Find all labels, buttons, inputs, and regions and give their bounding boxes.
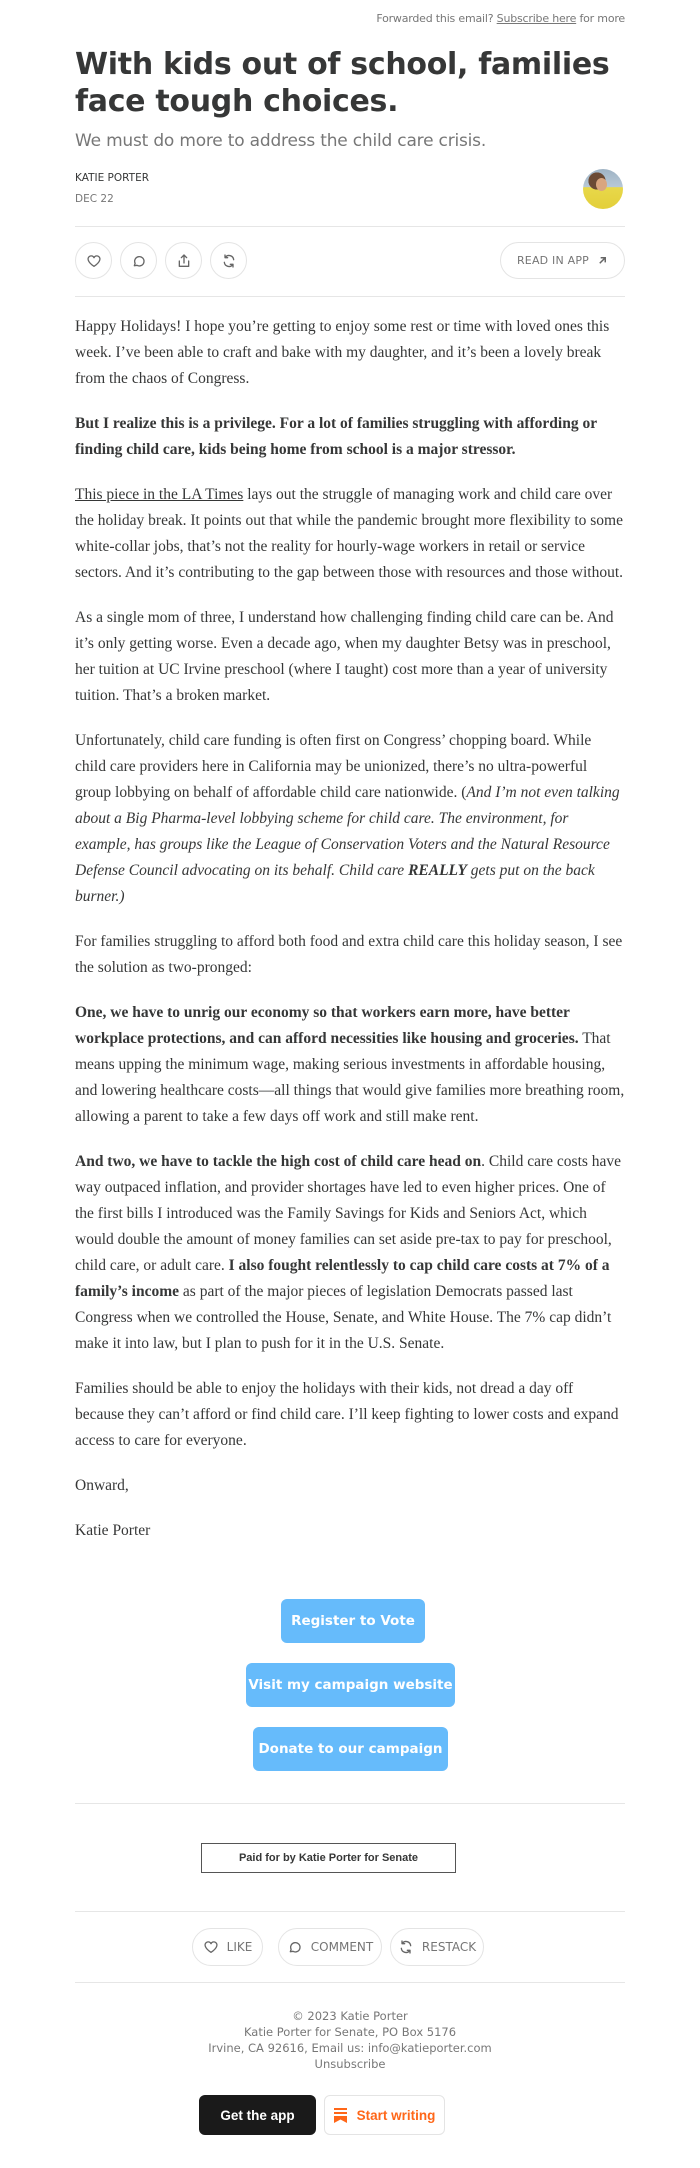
register-to-vote-button[interactable]: Register to Vote xyxy=(281,1599,425,1643)
read-in-app-button[interactable] xyxy=(500,242,625,279)
paragraph-text: That means upping the minimum wage, making serious investments in affordable housing, and lowering healthcare costs—all things that would give families more breathing room, allowing a parent to take a few days off work and still make rent. xyxy=(75,1030,625,1125)
divider xyxy=(75,1911,625,1912)
bold-text: I also fought relentlessly to cap child care costs at 7% of a family’s income xyxy=(75,1257,610,1300)
paid-for-disclaimer: Paid for by Katie Porter for Senate xyxy=(201,1843,456,1873)
bold-italic-text: REALLY xyxy=(408,862,467,879)
copyright: © 2023 Katie Porter xyxy=(292,2009,408,2023)
comment-label: COMMENT xyxy=(310,1940,374,1954)
start-writing-button[interactable] xyxy=(324,2095,445,2135)
restack-button[interactable] xyxy=(210,242,247,279)
divider xyxy=(75,1803,625,1804)
author-avatar[interactable] xyxy=(583,169,623,209)
start-writing-label: Start writing xyxy=(356,2107,436,2123)
bold-text: And two, we have to tackle the high cost of child care head on xyxy=(75,1153,482,1170)
post-body xyxy=(75,314,625,1563)
post-subtitle: We must do more to address the child care crisis. xyxy=(75,131,487,151)
paragraph xyxy=(75,1000,625,1130)
paragraph: Happy Holidays! I hope you’re getting to enjoy some rest or time with loved ones this week. I’ve been able to craft and bake with my daughter, and it’s been a lovely break from the chaos of Congress. xyxy=(75,318,610,387)
italic-text: gets put on the back burner.) xyxy=(75,862,595,905)
paragraph-text: . Child care costs have way outpaced inflation, and provider shortages have led to even higher prices. One of the first bills I introduced was the Family Savings for Kids and Seniors Act, which would double the amount of money families can set aside pre-tax to pay for preschool, child care, or adult care. xyxy=(75,1153,622,1274)
paragraph: For families struggling to afford both food and extra child care this holiday season, I see the solution as two-pronged: xyxy=(75,933,623,976)
like-button[interactable] xyxy=(75,242,112,279)
restack-label: RESTACK xyxy=(421,1940,477,1954)
italic-text: And I’m not even talking about a Big Pharma-level lobbying scheme for child care. The environment, for example, has groups like the League of Conservation Voters and the Natural Resource Defense Council advocating on its behalf. Child care xyxy=(75,784,620,879)
paragraph-text: as part of the major pieces of legislation Democrats passed last Congress when we controlled the House, Senate, and White House. The 7% cap didn’t make it into law, but I plan to push for it in the U.S. Senate. xyxy=(75,1283,612,1352)
restack-icon xyxy=(221,253,237,269)
like-label: LIKE xyxy=(226,1940,253,1954)
campaign-website-button[interactable]: Visit my campaign website xyxy=(246,1663,455,1707)
comment-icon xyxy=(287,1939,303,1955)
donate-button[interactable]: Donate to our campaign xyxy=(253,1727,448,1771)
bold-text: But I realize this is a privilege. For a lot of families struggling with affording or finding child care, kids being home from school is a major stressor. xyxy=(75,415,597,458)
paragraph: As a single mom of three, I understand how challenging finding child care can be. And it’s only getting worse. Even a decade ago, when my daughter Betsy was in preschool, her tuition at UC Irvine preschool (where I taught) cost more than a year of university tuition. That’s a broken market. xyxy=(75,609,614,704)
footer xyxy=(75,2008,625,2072)
comment-icon xyxy=(131,253,147,269)
restack-icon xyxy=(398,1939,414,1955)
forwarded-suffix: for more xyxy=(576,12,625,25)
divider xyxy=(75,1982,625,1983)
signoff: Onward, xyxy=(75,1477,129,1494)
subscribe-link[interactable]: Subscribe here xyxy=(496,12,577,25)
address-line-2: Irvine, CA 92616, Email us: info@katieporter.com xyxy=(208,2041,492,2055)
paragraph xyxy=(75,411,625,463)
heart-icon xyxy=(86,253,102,269)
author-name[interactable]: KATIE PORTER xyxy=(75,172,150,184)
forwarded-prefix: Forwarded this email? xyxy=(376,12,497,25)
restack-pill-button[interactable] xyxy=(390,1928,484,1966)
la-times-link[interactable]: This piece in the LA Times xyxy=(75,486,244,503)
external-arrow-icon xyxy=(597,255,608,266)
paragraph xyxy=(75,728,625,910)
paragraph xyxy=(75,1149,625,1357)
heart-icon xyxy=(203,1939,219,1955)
share-icon xyxy=(176,253,192,269)
bold-text: One, we have to unrig our economy so that workers earn more, have better workplace protections, and can afford necessities like housing and groceries. xyxy=(75,1004,579,1047)
avatar-face xyxy=(596,178,607,191)
post-title: With kids out of school, families face tough choices. xyxy=(75,47,610,119)
paragraph-text: lays out the struggle of managing work and child care over the holiday break. It points out that while the pandemic brought more flexibility to some white-collar jobs, that’s not the reality for hourly-wage workers in retail or service sectors. And it’s contributing to the gap between those with resources and those without. xyxy=(75,486,623,581)
share-button[interactable] xyxy=(165,242,202,279)
divider xyxy=(75,296,625,297)
forwarded-notice xyxy=(376,12,625,25)
paragraph-text: Unfortunately, child care funding is often first on Congress’ chopping board. While child care providers here in California may be unionized, there’s no ultra-powerful group lobbying on behalf of affordable child care nationwide. ( xyxy=(75,732,592,801)
post-date: DEC 22 xyxy=(75,193,114,205)
paragraph xyxy=(75,482,625,586)
address-line-1: Katie Porter for Senate, PO Box 5176 xyxy=(243,2025,457,2039)
comment-button[interactable] xyxy=(120,242,157,279)
signature: Katie Porter xyxy=(75,1522,151,1539)
like-pill-button[interactable] xyxy=(192,1928,263,1966)
read-in-app-label: READ IN APP xyxy=(516,254,590,267)
divider xyxy=(75,226,625,227)
paragraph: Families should be able to enjoy the holidays with their kids, not dread a day off because they can’t afford or find child care. I’ll keep fighting to lower costs and expand access to care for everyone. xyxy=(75,1380,619,1449)
comment-pill-button[interactable] xyxy=(278,1928,382,1966)
get-the-app-button[interactable]: Get the app xyxy=(199,2095,316,2135)
substack-logo-icon xyxy=(334,2108,347,2123)
unsubscribe-link[interactable]: Unsubscribe xyxy=(314,2057,386,2071)
